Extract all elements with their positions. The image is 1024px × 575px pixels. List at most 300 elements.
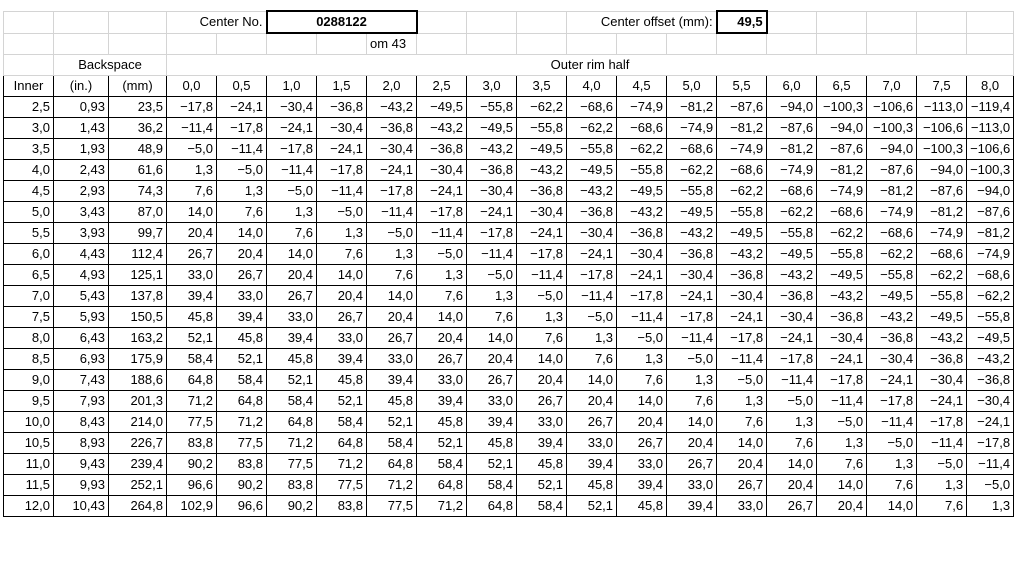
- value-cell[interactable]: 33,0: [717, 496, 767, 517]
- value-cell[interactable]: −24,1: [367, 160, 417, 181]
- value-cell[interactable]: 64,8: [317, 433, 367, 454]
- value-cell[interactable]: −49,5: [667, 202, 717, 223]
- value-cell[interactable]: −100,3: [867, 118, 917, 139]
- value-cell[interactable]: −11,4: [567, 286, 617, 307]
- backspace-mm-cell[interactable]: 112,4: [109, 244, 167, 265]
- backspace-mm-cell[interactable]: 23,5: [109, 97, 167, 118]
- value-cell[interactable]: 1,3: [967, 496, 1014, 517]
- value-cell[interactable]: 64,8: [367, 454, 417, 475]
- backspace-mm-cell[interactable]: 226,7: [109, 433, 167, 454]
- value-cell[interactable]: 39,4: [217, 307, 267, 328]
- value-cell[interactable]: −36,8: [717, 265, 767, 286]
- value-cell[interactable]: −30,4: [517, 202, 567, 223]
- inner-cell[interactable]: 7,5: [4, 307, 54, 328]
- value-cell[interactable]: 26,7: [217, 265, 267, 286]
- value-cell[interactable]: 26,7: [467, 370, 517, 391]
- value-cell[interactable]: −62,2: [767, 202, 817, 223]
- backspace-in-cell[interactable]: 8,93: [54, 433, 109, 454]
- cell[interactable]: [54, 33, 109, 55]
- value-cell[interactable]: −17,8: [367, 181, 417, 202]
- value-cell[interactable]: 7,6: [167, 181, 217, 202]
- value-cell[interactable]: −17,8: [417, 202, 467, 223]
- value-cell[interactable]: 58,4: [217, 370, 267, 391]
- value-cell[interactable]: −17,8: [767, 349, 817, 370]
- value-cell[interactable]: 7,6: [417, 286, 467, 307]
- value-cell[interactable]: 83,8: [167, 433, 217, 454]
- value-cell[interactable]: 20,4: [417, 328, 467, 349]
- value-cell[interactable]: −36,8: [917, 349, 967, 370]
- value-cell[interactable]: −94,0: [817, 118, 867, 139]
- value-cell[interactable]: −17,8: [167, 97, 217, 118]
- value-cell[interactable]: 58,4: [467, 475, 517, 496]
- value-cell[interactable]: 45,8: [617, 496, 667, 517]
- value-cell[interactable]: −113,0: [917, 97, 967, 118]
- value-cell[interactable]: −68,6: [767, 181, 817, 202]
- value-cell[interactable]: 33,0: [417, 370, 467, 391]
- value-cell[interactable]: −36,8: [567, 202, 617, 223]
- value-cell[interactable]: −55,8: [667, 181, 717, 202]
- value-cell[interactable]: −43,2: [367, 97, 417, 118]
- value-cell[interactable]: 26,7: [567, 412, 617, 433]
- value-cell[interactable]: 33,0: [167, 265, 217, 286]
- value-cell[interactable]: −81,2: [967, 223, 1014, 244]
- inner-cell[interactable]: 6,5: [4, 265, 54, 286]
- value-cell[interactable]: 7,6: [867, 475, 917, 496]
- value-cell[interactable]: 39,4: [317, 349, 367, 370]
- value-cell[interactable]: 7,6: [717, 412, 767, 433]
- cell[interactable]: [767, 11, 817, 33]
- backspace-in-cell[interactable]: 4,43: [54, 244, 109, 265]
- value-cell[interactable]: −30,4: [817, 328, 867, 349]
- value-cell[interactable]: 77,5: [317, 475, 367, 496]
- value-cell[interactable]: −87,6: [717, 97, 767, 118]
- value-cell[interactable]: 52,1: [267, 370, 317, 391]
- value-cell[interactable]: −55,8: [967, 307, 1014, 328]
- value-cell[interactable]: 96,6: [167, 475, 217, 496]
- cell[interactable]: [617, 33, 667, 55]
- value-cell[interactable]: 64,8: [167, 370, 217, 391]
- inner-cell[interactable]: 8,0: [4, 328, 54, 349]
- value-cell[interactable]: −74,9: [617, 97, 667, 118]
- value-cell[interactable]: −100,3: [917, 139, 967, 160]
- value-cell[interactable]: 39,4: [667, 496, 717, 517]
- value-cell[interactable]: 14,0: [517, 349, 567, 370]
- value-cell[interactable]: 33,0: [667, 475, 717, 496]
- backspace-mm-cell[interactable]: 252,1: [109, 475, 167, 496]
- value-cell[interactable]: 39,4: [417, 391, 467, 412]
- value-cell[interactable]: −30,4: [967, 391, 1014, 412]
- value-cell[interactable]: 45,8: [267, 349, 317, 370]
- center-no-value[interactable]: 0288122: [267, 11, 417, 33]
- value-cell[interactable]: −17,8: [517, 244, 567, 265]
- value-cell[interactable]: −11,4: [167, 118, 217, 139]
- value-cell[interactable]: 14,0: [367, 286, 417, 307]
- value-cell[interactable]: 77,5: [267, 454, 317, 475]
- backspace-mm-cell[interactable]: 188,6: [109, 370, 167, 391]
- value-cell[interactable]: 39,4: [517, 433, 567, 454]
- value-cell[interactable]: −74,9: [667, 118, 717, 139]
- value-cell[interactable]: −11,4: [717, 349, 767, 370]
- value-cell[interactable]: 52,1: [367, 412, 417, 433]
- value-cell[interactable]: −36,8: [317, 97, 367, 118]
- value-cell[interactable]: 45,8: [467, 433, 517, 454]
- value-cell[interactable]: −43,2: [817, 286, 867, 307]
- value-cell[interactable]: −36,8: [467, 160, 517, 181]
- value-cell[interactable]: −24,1: [867, 370, 917, 391]
- value-cell[interactable]: 20,4: [767, 475, 817, 496]
- value-cell[interactable]: 64,8: [417, 475, 467, 496]
- value-cell[interactable]: 45,8: [417, 412, 467, 433]
- backspace-mm-cell[interactable]: 87,0: [109, 202, 167, 223]
- value-cell[interactable]: −68,6: [667, 139, 717, 160]
- value-cell[interactable]: 1,3: [417, 265, 467, 286]
- value-cell[interactable]: 77,5: [167, 412, 217, 433]
- value-cell[interactable]: 71,2: [367, 475, 417, 496]
- value-cell[interactable]: 45,8: [517, 454, 567, 475]
- cell[interactable]: [967, 11, 1014, 33]
- value-cell[interactable]: −55,8: [617, 160, 667, 181]
- value-cell[interactable]: 14,0: [767, 454, 817, 475]
- cell[interactable]: [917, 33, 967, 55]
- value-cell[interactable]: 20,4: [667, 433, 717, 454]
- value-cell[interactable]: 90,2: [167, 454, 217, 475]
- value-cell[interactable]: −49,5: [417, 97, 467, 118]
- backspace-in-cell[interactable]: 4,93: [54, 265, 109, 286]
- value-cell[interactable]: 1,3: [667, 370, 717, 391]
- value-cell[interactable]: 33,0: [367, 349, 417, 370]
- value-cell[interactable]: −43,2: [917, 328, 967, 349]
- value-cell[interactable]: −17,8: [867, 391, 917, 412]
- value-cell[interactable]: −74,9: [867, 202, 917, 223]
- value-cell[interactable]: 7,6: [217, 202, 267, 223]
- value-cell[interactable]: −17,8: [717, 328, 767, 349]
- value-cell[interactable]: −62,2: [617, 139, 667, 160]
- value-cell[interactable]: 14,0: [217, 223, 267, 244]
- value-cell[interactable]: −24,1: [617, 265, 667, 286]
- value-cell[interactable]: −55,8: [467, 97, 517, 118]
- backspace-in-cell[interactable]: 5,93: [54, 307, 109, 328]
- value-cell[interactable]: 71,2: [167, 391, 217, 412]
- cell[interactable]: [4, 55, 54, 76]
- value-cell[interactable]: −24,1: [967, 412, 1014, 433]
- value-cell[interactable]: 58,4: [317, 412, 367, 433]
- value-cell[interactable]: 39,4: [167, 286, 217, 307]
- value-cell[interactable]: −74,9: [717, 139, 767, 160]
- value-cell[interactable]: −24,1: [817, 349, 867, 370]
- value-cell[interactable]: −11,4: [767, 370, 817, 391]
- value-cell[interactable]: −106,6: [917, 118, 967, 139]
- value-cell[interactable]: 33,0: [617, 454, 667, 475]
- value-cell[interactable]: 7,6: [667, 391, 717, 412]
- cell[interactable]: [317, 33, 367, 55]
- value-cell[interactable]: 7,6: [517, 328, 567, 349]
- cell[interactable]: [517, 33, 567, 55]
- value-cell[interactable]: 20,4: [567, 391, 617, 412]
- value-cell[interactable]: −5,0: [767, 391, 817, 412]
- value-cell[interactable]: 7,6: [917, 496, 967, 517]
- value-cell[interactable]: −24,1: [517, 223, 567, 244]
- value-cell[interactable]: 71,2: [317, 454, 367, 475]
- value-cell[interactable]: −55,8: [567, 139, 617, 160]
- inner-cell[interactable]: 5,5: [4, 223, 54, 244]
- cell[interactable]: [167, 33, 217, 55]
- backspace-in-cell[interactable]: 7,93: [54, 391, 109, 412]
- inner-cell[interactable]: 10,5: [4, 433, 54, 454]
- inner-cell[interactable]: 3,0: [4, 118, 54, 139]
- backspace-mm-cell[interactable]: 61,6: [109, 160, 167, 181]
- value-cell[interactable]: −55,8: [917, 286, 967, 307]
- backspace-in-cell[interactable]: 5,43: [54, 286, 109, 307]
- value-cell[interactable]: −62,2: [917, 265, 967, 286]
- value-cell[interactable]: −36,8: [617, 223, 667, 244]
- cell[interactable]: [517, 11, 567, 33]
- value-cell[interactable]: −5,0: [367, 223, 417, 244]
- value-cell[interactable]: −5,0: [217, 160, 267, 181]
- value-cell[interactable]: −68,6: [717, 160, 767, 181]
- value-cell[interactable]: −5,0: [867, 433, 917, 454]
- value-cell[interactable]: −24,1: [717, 307, 767, 328]
- value-cell[interactable]: 77,5: [217, 433, 267, 454]
- value-cell[interactable]: 1,3: [567, 328, 617, 349]
- value-cell[interactable]: 20,4: [617, 412, 667, 433]
- value-cell[interactable]: 45,8: [167, 307, 217, 328]
- backspace-mm-cell[interactable]: 264,8: [109, 496, 167, 517]
- value-cell[interactable]: −68,6: [917, 244, 967, 265]
- value-cell[interactable]: 14,0: [167, 202, 217, 223]
- value-cell[interactable]: 26,7: [617, 433, 667, 454]
- value-cell[interactable]: 26,7: [717, 475, 767, 496]
- inner-cell[interactable]: 3,5: [4, 139, 54, 160]
- cell[interactable]: [817, 33, 867, 55]
- value-cell[interactable]: −81,2: [667, 97, 717, 118]
- value-cell[interactable]: 52,1: [517, 475, 567, 496]
- value-cell[interactable]: 52,1: [417, 433, 467, 454]
- value-cell[interactable]: 33,0: [317, 328, 367, 349]
- value-cell[interactable]: −17,8: [967, 433, 1014, 454]
- value-cell[interactable]: −17,8: [567, 265, 617, 286]
- backspace-mm-cell[interactable]: 137,8: [109, 286, 167, 307]
- value-cell[interactable]: −55,8: [517, 118, 567, 139]
- value-cell[interactable]: −87,6: [967, 202, 1014, 223]
- cell[interactable]: [567, 33, 617, 55]
- backspace-mm-cell[interactable]: 36,2: [109, 118, 167, 139]
- value-cell[interactable]: 20,4: [717, 454, 767, 475]
- value-cell[interactable]: −36,8: [817, 307, 867, 328]
- value-cell[interactable]: −62,2: [967, 286, 1014, 307]
- value-cell[interactable]: −43,2: [667, 223, 717, 244]
- value-cell[interactable]: −43,2: [517, 160, 567, 181]
- inner-cell[interactable]: 8,5: [4, 349, 54, 370]
- backspace-mm-cell[interactable]: 214,0: [109, 412, 167, 433]
- value-cell[interactable]: 83,8: [217, 454, 267, 475]
- value-cell[interactable]: 26,7: [267, 286, 317, 307]
- value-cell[interactable]: 64,8: [267, 412, 317, 433]
- backspace-in-cell[interactable]: 3,43: [54, 202, 109, 223]
- value-cell[interactable]: −24,1: [567, 244, 617, 265]
- backspace-in-cell[interactable]: 1,43: [54, 118, 109, 139]
- value-cell[interactable]: 14,0: [317, 265, 367, 286]
- cell[interactable]: [467, 33, 517, 55]
- value-cell[interactable]: 33,0: [517, 412, 567, 433]
- value-cell[interactable]: 90,2: [217, 475, 267, 496]
- value-cell[interactable]: −106,6: [867, 97, 917, 118]
- value-cell[interactable]: −43,2: [867, 307, 917, 328]
- value-cell[interactable]: −81,2: [817, 160, 867, 181]
- value-cell[interactable]: 58,4: [367, 433, 417, 454]
- value-cell[interactable]: 1,3: [317, 223, 367, 244]
- value-cell[interactable]: 26,7: [767, 496, 817, 517]
- inner-cell[interactable]: 9,5: [4, 391, 54, 412]
- inner-cell[interactable]: 12,0: [4, 496, 54, 517]
- value-cell[interactable]: 102,9: [167, 496, 217, 517]
- value-cell[interactable]: −24,1: [317, 139, 367, 160]
- value-cell[interactable]: 20,4: [517, 370, 567, 391]
- value-cell[interactable]: −11,4: [667, 328, 717, 349]
- backspace-in-cell[interactable]: 7,43: [54, 370, 109, 391]
- value-cell[interactable]: 1,3: [167, 160, 217, 181]
- value-cell[interactable]: −5,0: [517, 286, 567, 307]
- value-cell[interactable]: 20,4: [367, 307, 417, 328]
- backspace-in-cell[interactable]: 9,93: [54, 475, 109, 496]
- value-cell[interactable]: −5,0: [617, 328, 667, 349]
- value-cell[interactable]: −62,2: [867, 244, 917, 265]
- value-cell[interactable]: −49,5: [517, 139, 567, 160]
- value-cell[interactable]: 52,1: [167, 328, 217, 349]
- value-cell[interactable]: −24,1: [467, 202, 517, 223]
- value-cell[interactable]: −5,0: [667, 349, 717, 370]
- value-cell[interactable]: 14,0: [867, 496, 917, 517]
- value-cell[interactable]: −43,2: [467, 139, 517, 160]
- value-cell[interactable]: 71,2: [417, 496, 467, 517]
- value-cell[interactable]: 58,4: [517, 496, 567, 517]
- value-cell[interactable]: −24,1: [417, 181, 467, 202]
- value-cell[interactable]: 52,1: [467, 454, 517, 475]
- value-cell[interactable]: −17,8: [817, 370, 867, 391]
- value-cell[interactable]: 52,1: [567, 496, 617, 517]
- value-cell[interactable]: 14,0: [267, 244, 317, 265]
- cell[interactable]: [717, 33, 767, 55]
- value-cell[interactable]: −11,4: [217, 139, 267, 160]
- value-cell[interactable]: −119,4: [967, 97, 1014, 118]
- value-cell[interactable]: 45,8: [217, 328, 267, 349]
- value-cell[interactable]: 1,3: [817, 433, 867, 454]
- value-cell[interactable]: 14,0: [617, 391, 667, 412]
- value-cell[interactable]: −17,8: [267, 139, 317, 160]
- backspace-mm-cell[interactable]: 99,7: [109, 223, 167, 244]
- value-cell[interactable]: 26,7: [367, 328, 417, 349]
- value-cell[interactable]: −87,6: [767, 118, 817, 139]
- inner-cell[interactable]: 4,0: [4, 160, 54, 181]
- value-cell[interactable]: 7,6: [767, 433, 817, 454]
- value-cell[interactable]: 20,4: [817, 496, 867, 517]
- value-cell[interactable]: −68,6: [867, 223, 917, 244]
- value-cell[interactable]: −94,0: [917, 160, 967, 181]
- value-cell[interactable]: 7,6: [267, 223, 317, 244]
- inner-cell[interactable]: 2,5: [4, 97, 54, 118]
- value-cell[interactable]: 71,2: [217, 412, 267, 433]
- value-cell[interactable]: −49,5: [467, 118, 517, 139]
- value-cell[interactable]: 14,0: [667, 412, 717, 433]
- backspace-mm-cell[interactable]: 125,1: [109, 265, 167, 286]
- value-cell[interactable]: −74,9: [967, 244, 1014, 265]
- value-cell[interactable]: −17,8: [217, 118, 267, 139]
- value-cell[interactable]: 39,4: [617, 475, 667, 496]
- value-cell[interactable]: 45,8: [317, 370, 367, 391]
- value-cell[interactable]: −49,5: [567, 160, 617, 181]
- backspace-in-cell[interactable]: 10,43: [54, 496, 109, 517]
- value-cell[interactable]: 58,4: [267, 391, 317, 412]
- value-cell[interactable]: −30,4: [717, 286, 767, 307]
- value-cell[interactable]: −43,2: [617, 202, 667, 223]
- value-cell[interactable]: −106,6: [967, 139, 1014, 160]
- value-cell[interactable]: 26,7: [517, 391, 567, 412]
- value-cell[interactable]: 52,1: [217, 349, 267, 370]
- backspace-in-cell[interactable]: 2,43: [54, 160, 109, 181]
- value-cell[interactable]: −36,8: [517, 181, 567, 202]
- cell[interactable]: [54, 11, 109, 33]
- value-cell[interactable]: −100,3: [817, 97, 867, 118]
- value-cell[interactable]: −36,8: [417, 139, 467, 160]
- value-cell[interactable]: 58,4: [417, 454, 467, 475]
- value-cell[interactable]: 90,2: [267, 496, 317, 517]
- value-cell[interactable]: −5,0: [717, 370, 767, 391]
- backspace-mm-cell[interactable]: 74,3: [109, 181, 167, 202]
- cell[interactable]: [967, 33, 1014, 55]
- value-cell[interactable]: −17,8: [317, 160, 367, 181]
- backspace-in-cell[interactable]: 9,43: [54, 454, 109, 475]
- backspace-mm-cell[interactable]: 175,9: [109, 349, 167, 370]
- value-cell[interactable]: −43,2: [767, 265, 817, 286]
- value-cell[interactable]: −55,8: [717, 202, 767, 223]
- backspace-in-cell[interactable]: 6,93: [54, 349, 109, 370]
- value-cell[interactable]: −30,4: [567, 223, 617, 244]
- value-cell[interactable]: −11,4: [267, 160, 317, 181]
- value-cell[interactable]: −30,4: [767, 307, 817, 328]
- cell[interactable]: [817, 11, 867, 33]
- value-cell[interactable]: −36,8: [967, 370, 1014, 391]
- value-cell[interactable]: −11,4: [517, 265, 567, 286]
- inner-cell[interactable]: 9,0: [4, 370, 54, 391]
- value-cell[interactable]: −5,0: [267, 181, 317, 202]
- value-cell[interactable]: −24,1: [917, 391, 967, 412]
- value-cell[interactable]: 1,3: [867, 454, 917, 475]
- value-cell[interactable]: 39,4: [267, 328, 317, 349]
- value-cell[interactable]: 7,6: [367, 265, 417, 286]
- value-cell[interactable]: −81,2: [717, 118, 767, 139]
- inner-cell[interactable]: 7,0: [4, 286, 54, 307]
- backspace-in-cell[interactable]: 8,43: [54, 412, 109, 433]
- value-cell[interactable]: 1,3: [217, 181, 267, 202]
- value-cell[interactable]: −81,2: [767, 139, 817, 160]
- backspace-in-cell[interactable]: 1,93: [54, 139, 109, 160]
- value-cell[interactable]: −49,5: [867, 286, 917, 307]
- value-cell[interactable]: −113,0: [967, 118, 1014, 139]
- value-cell[interactable]: −68,6: [617, 118, 667, 139]
- value-cell[interactable]: 1,3: [367, 244, 417, 265]
- value-cell[interactable]: 45,8: [567, 475, 617, 496]
- value-cell[interactable]: −5,0: [317, 202, 367, 223]
- value-cell[interactable]: 83,8: [267, 475, 317, 496]
- value-cell[interactable]: −94,0: [867, 139, 917, 160]
- value-cell[interactable]: 33,0: [217, 286, 267, 307]
- value-cell[interactable]: −11,4: [367, 202, 417, 223]
- value-cell[interactable]: −49,5: [917, 307, 967, 328]
- value-cell[interactable]: −17,8: [617, 286, 667, 307]
- value-cell[interactable]: −24,1: [767, 328, 817, 349]
- inner-cell[interactable]: 6,0: [4, 244, 54, 265]
- cell[interactable]: [667, 33, 717, 55]
- center-offset-value[interactable]: 49,5: [717, 11, 767, 33]
